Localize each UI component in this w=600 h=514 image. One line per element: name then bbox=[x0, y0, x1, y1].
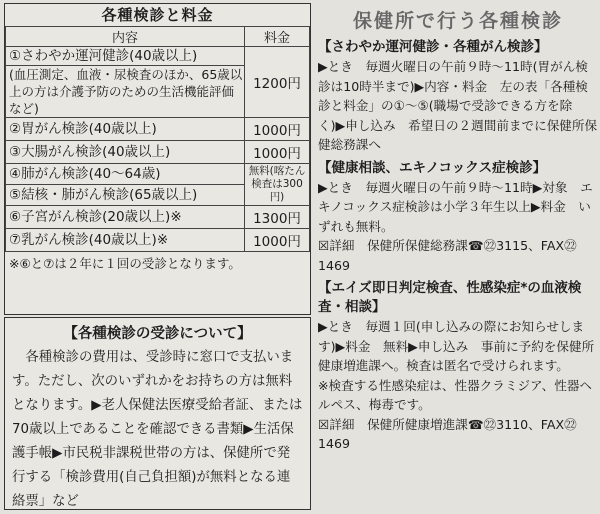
exam-name: ⑤結核・肺がん検診(65歳以上) bbox=[6, 185, 245, 206]
column-header-fee: 料金 bbox=[245, 27, 310, 47]
exam-name: ⑥子宮がん検診(20歳以上)※ bbox=[6, 206, 245, 229]
exam-name: ⑦乳がん検診(40歳以上)※ bbox=[6, 229, 245, 252]
section-body: ▶とき 毎週１回(申し込みの際にお知らせします)▶料金 無料▶申し込み 事前に予約を保健所健康増進課へ。検査は匿名で受けられます。 bbox=[318, 319, 595, 373]
table-row bbox=[6, 164, 310, 185]
section-heading: 【エイズ即日判定検査、性感染症*の血液検査・相談】 bbox=[318, 280, 582, 315]
exam-info-title: 【各種検診の受診について】 bbox=[63, 326, 252, 342]
table-row bbox=[6, 118, 310, 141]
exam-name: ④肺がん検診(40～64歳) bbox=[6, 164, 245, 185]
exam-name: ③大腸がん検診(40歳以上) bbox=[6, 141, 245, 164]
exam-fee: 1300円 bbox=[245, 206, 310, 229]
table-row bbox=[6, 229, 310, 252]
section-note: ※検査する性感染症は、性器クラミジア、性器ヘルペス、梅毒です。 bbox=[318, 377, 593, 412]
fee-table bbox=[5, 26, 310, 252]
fee-table-note: ※⑥と⑦は２年に１回の受診となります。 bbox=[9, 256, 241, 271]
fee-table-title: 各種検診と料金 bbox=[101, 6, 214, 24]
section-heading: 【健康相談、エキノコックス症検診】 bbox=[318, 159, 547, 176]
exam-fee-shared bbox=[245, 164, 310, 206]
page-title: 保健所で行う各種検診 bbox=[352, 10, 563, 32]
exam-fee-line: 検査は300円) bbox=[251, 178, 303, 203]
exam-fee-line: 無料(喀たん bbox=[248, 165, 306, 177]
exam-info-text: 各種検診の費用は、受診時に窓口で支払います。ただし、次のいずれかをお持ちの方は無料となります。▶老人保健法医療受給者証、または70歳以上であることを確認できる書類▶生活保護手帳▶市民税非課税世帯の方は、保健所で発行する「検診費用(自己負担額)が無料となる連絡票」など bbox=[12, 350, 303, 509]
section-checkup bbox=[318, 38, 598, 155]
table-header-row bbox=[6, 27, 310, 47]
section-body: ▶とき 毎週火曜日の午前９時～11時(胃がん検診は10時半まで)▶内容・料金 左の表「各種検診と料金」の①～⑤(職場で受診できる方を除く)▶申し込み 希望日の２週間前までに保健所保健総務課へ bbox=[318, 59, 598, 152]
exam-fee: 1000円 bbox=[245, 141, 310, 164]
table-row bbox=[6, 141, 310, 164]
section-heading: 【さわやか運河健診・各種がん検診】 bbox=[318, 39, 548, 55]
table-row bbox=[6, 47, 310, 66]
exam-fee: 1000円 bbox=[245, 118, 310, 141]
exam-detail: (血圧測定、血液・尿検査のほか、65歳以上の方は介護予防のための生活機能評価など) bbox=[6, 66, 245, 118]
column-header-content: 内容 bbox=[6, 27, 245, 47]
section-aids-test bbox=[318, 279, 598, 454]
section-body: ▶とき 毎週火曜日の午前９時～11時▶対象 エキノコックス症検診は小学３年生以上▶料金 いずれも無料。 bbox=[318, 179, 593, 234]
fee-table-box bbox=[4, 3, 311, 315]
section-contact: ☒詳細 保健所健康増進課☎㉒3110、FAX㉒1469 bbox=[318, 416, 577, 451]
exam-name: ①さわやか運河健診(40歳以上) bbox=[6, 47, 245, 66]
exam-fee: 1200円 bbox=[245, 47, 310, 118]
table-row bbox=[6, 206, 310, 229]
exam-fee: 1000円 bbox=[245, 229, 310, 252]
section-contact: ☒詳細 保健所保健総務課☎㉒3115、FAX㉒1469 bbox=[318, 238, 577, 273]
right-column bbox=[318, 0, 598, 514]
exam-name: ②胃がん検診(40歳以上) bbox=[6, 118, 245, 141]
section-consultation bbox=[318, 159, 598, 276]
exam-info-box bbox=[4, 317, 311, 510]
